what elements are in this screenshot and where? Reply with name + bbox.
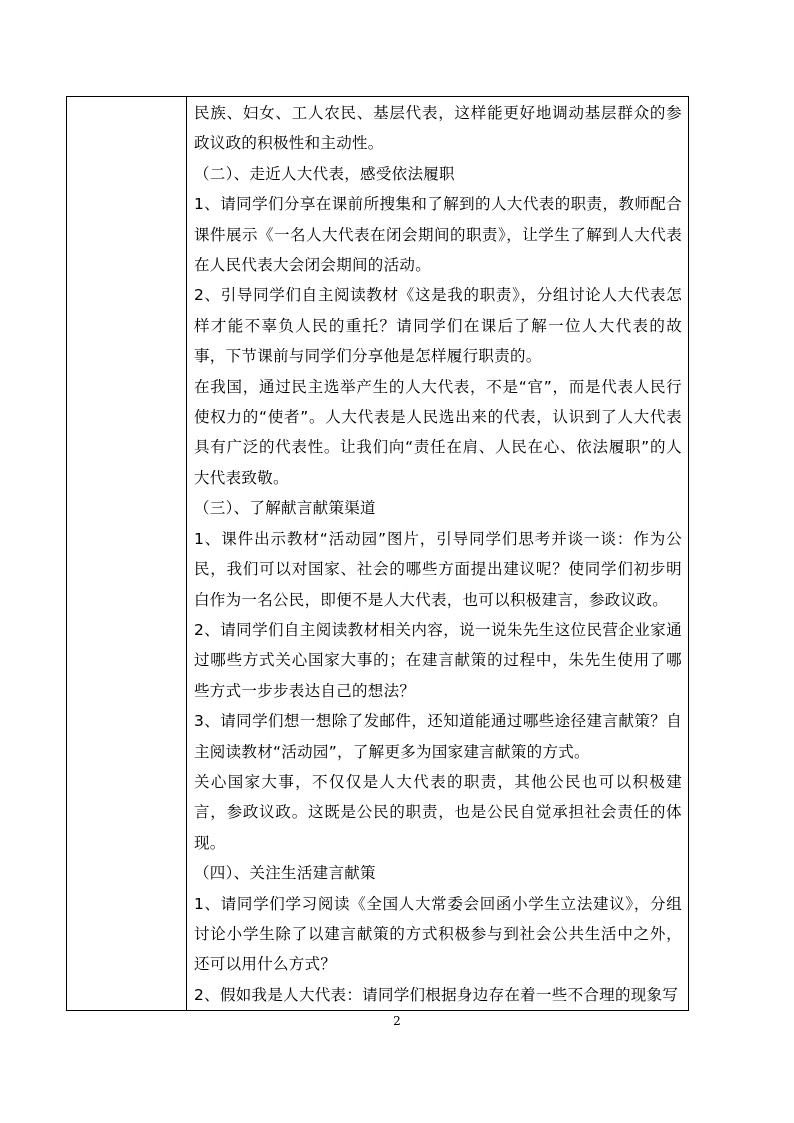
paragraph: 2、引导同学们自主阅读教材《这是我的职责》，分组讨论人大代表怎样才能不辜负人民的重托？请同学们在课后了解一位人大代表的故事，下节课前与同学们分享他是怎样履行职责的。 [194,286,682,366]
section-heading: （三）、了解献言献策渠道 [194,499,376,518]
paragraph: 2、请同学们自主阅读教材相关内容，说一说朱先生这位民营企业家通过哪些方式关心国家大事的；在建言献策的过程中，朱先生使用了哪些方式一步步表达自己的想法？ [194,620,682,700]
paragraph: 3、请同学们想一想除了发邮件，还知道能通过哪些途径建言献策？自主阅读教材“活动园”，了解更多为国家建言献策的方式。 [194,712,682,761]
section-heading: （四）、关注生活建言献策 [194,864,376,883]
paragraph: 在我国，通过民主选举产生的人大代表，不是“官”，而是代表人民行使权力的“使者”。人大代表是人民选出来的代表，认识到了人大代表具有广泛的代表性。让我们向“责任在肩、人民在心、依法履职”的人大代表致敬。 [194,377,682,487]
section-heading: （二）、走近人大代表，感受依法履职 [194,164,455,183]
table-content-cell [187,97,689,1011]
paragraph: 1、请同学们学习阅读《全国人大常委会回函小学生立法建议》，分组讨论小学生除了以建言献策的方式积极参与到社会公共生活中之外，还可以用什么方式？ [194,894,682,974]
paragraph: 1、课件出示教材“活动园”图片，引导同学们思考并谈一谈：作为公民，我们可以对国家、社会的哪些方面提出建议呢？使同学们初步明白作为一名公民，即便不是人大代表，也可以积极建言，参政议政。 [194,529,682,609]
content-body [187,97,688,1010]
table-row [67,97,689,1011]
paragraph: 关心国家大事，不仅仅是人大代表的职责，其他公民也可以积极建言，参政议政。这既是公民的职责，也是公民自觉承担社会责任的体现。 [194,772,682,852]
page-number: 2 [393,1014,401,1028]
paragraph: 1、请同学们分享在课前所搜集和了解到的人大代表的职责，教师配合课件展示《一名人大代表在闭会期间的职责》，让学生了解到人大代表在人民代表大会闭会期间的活动。 [194,195,682,275]
lesson-plan-table [66,96,689,1011]
paragraph: 民族、妇女、工人农民、基层代表，这样能更好地调动基层群众的参政议政的积极性和主动性。 [194,104,682,153]
paragraph: 2、假如我是人大代表：请同学们根据身边存在着一些不合理的现象写 [194,985,679,1004]
table-left-cell [67,97,187,1011]
